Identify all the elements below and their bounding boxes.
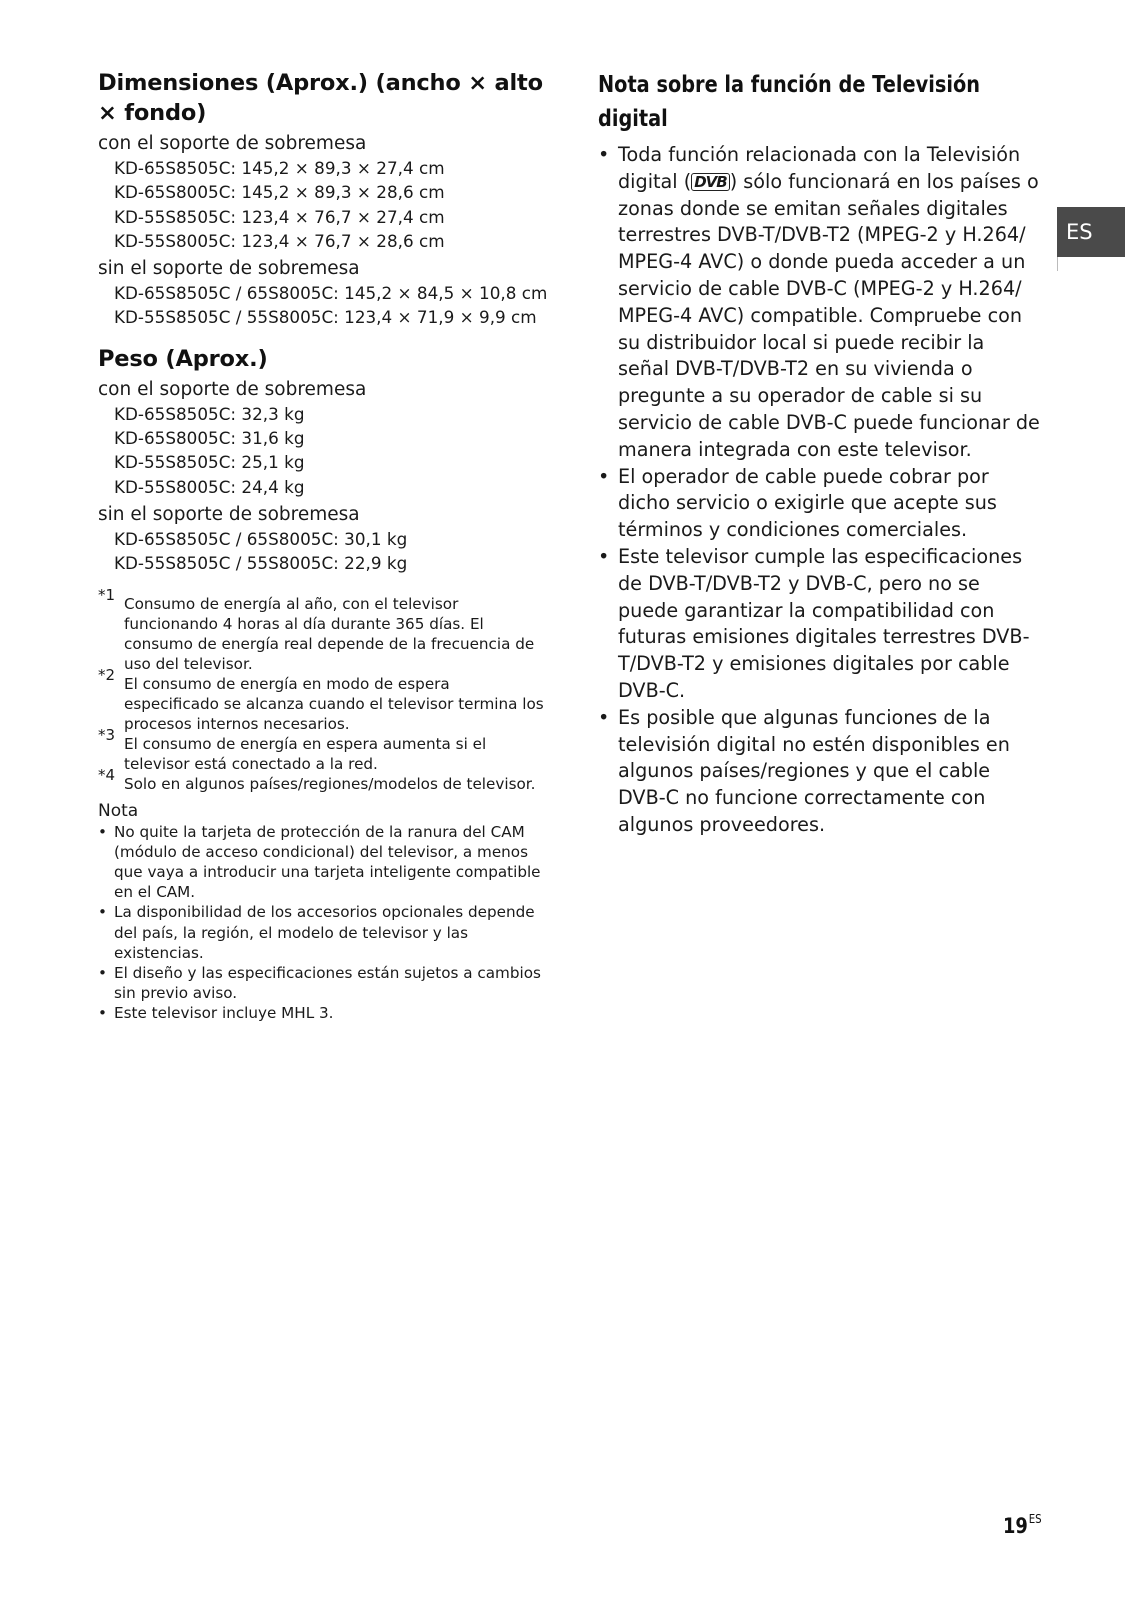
weight-title: Peso (Aprox.) [98,345,268,372]
bullet: • [598,544,610,568]
digital-tv-item-text [618,142,1040,464]
left-column [98,68,546,1024]
digital-tv-title: Nota sobre la función de Televisión digital [598,72,981,132]
weight-item: KD-55S8505C / 55S8005C: 22,9 kg [114,553,408,574]
footnote-text: Solo en algunos países/regiones/modelos de televisor. [124,774,536,793]
footnote [98,585,546,674]
footnote-mark: *3 [98,725,116,744]
footnote-mark: *2 [98,665,116,684]
bullet: • [598,143,610,166]
nota-title: Nota [98,800,139,821]
digital-tv-item [598,464,1040,544]
dimensions-item: KD-65S8505C / 65S8005C: 145,2 × 84,5 × 10,8 cm [114,283,548,304]
weight-item: KD-65S8505C: 32,3 kg [114,403,305,424]
nota-item-text: La disponibilidad de los accesorios opcionales depende del país, la región, el modelo de televisor y las existencias. [114,903,535,962]
dimensions-with-stand-label: con el soporte de sobremesa [98,133,367,154]
nota-list [98,822,546,1024]
digital-tv-item-text: Es posible que algunas funciones de la televisión digital no estén disponibles en algunos países/regiones y que el cable DVB-C no funcione correctamente con algunos proveedores. [618,705,1010,836]
digital-tv-item [598,142,1040,464]
footnote-mark: *4 [98,765,116,784]
dimensions-section [98,68,546,330]
weight-without-stand-label: sin el soporte de sobremesa [98,503,360,525]
dimensions-item: KD-65S8505C: 145,2 × 89,3 × 27,4 cm [114,158,445,178]
footnotes [98,585,546,794]
nota-item-text: El diseño y las especificaciones están sujetos a cambios sin previo aviso. [114,963,541,1003]
digital-tv-item [598,544,1040,705]
right-column [598,68,1040,839]
bullet: • [98,1004,107,1023]
language-tab-divider [1057,257,1058,271]
nota-section [98,800,546,1024]
dimensions-item: KD-55S8005C: 123,4 × 76,7 × 28,6 cm [114,230,445,251]
footnote [98,765,546,794]
weight-with-stand-label: con el soporte de sobremesa [98,378,367,400]
weight-section [98,344,546,576]
dimensions-title: Dimensiones (Aprox.) (ancho × alto × fondo) [98,70,543,126]
digital-tv-list [598,142,1040,839]
bullet: • [598,705,610,729]
nota-item [98,963,546,1003]
dvb-logo-icon: DVB [691,173,730,191]
dimensions-item: KD-55S8505C: 123,4 × 76,7 × 27,4 cm [114,206,445,227]
footnote-text: El consumo de energía en espera aumenta si el televisor está conectado a la red. [124,734,487,773]
nota-item-text: Este televisor incluye MHL 3. [114,1004,334,1023]
dimensions-without-stand-label: sin el soporte de sobremesa [98,258,360,280]
digital-tv-text-after-logo: ) sólo funcionará en los países o zonas donde se emitan señales digitales terrestres DVB-T/DVB-T2 (MPEG-2 y H.264/ MPEG-4 AVC) o donde pueda acceder a un servicio de cable DVB-C (MPEG-2 y H.264/ MPEG-4 AVC) compatible. Compruebe con su distribuidor local si puede recibir la señal DVB-T/DVB-T2 en su vivienda o pregunte a su operador de cable si su servicio de cable DVB-C puede funcionar de manera integrada con este televisor. [618,169,1040,461]
page-number-suffix: ES [1028,1512,1042,1526]
nota-item-text: No quite la tarjeta de protección de la ranura del CAM (módulo de acceso condicional) del televisor, a menos que vaya a introducir una tarjeta inteligente compatible en el CAM. [114,822,541,902]
dimensions-item: KD-65S8005C: 145,2 × 89,3 × 28,6 cm [114,182,445,203]
bullet: • [98,963,107,982]
nota-item [98,822,546,903]
nota-item [98,1003,546,1023]
digital-tv-item [598,705,1040,839]
digital-tv-item-text: Este televisor cumple las especificaciones de DVB-T/DVB-T2 y DVB-C, pero no se puede garantizar la compatibilidad con futuras emisiones digitales terrestres DVB-T/DVB-T2 y emisiones digitales por cable DVB-C. [618,544,1030,702]
page-number-value: 19 [1003,1514,1028,1538]
bullet: • [98,903,107,922]
footnote-mark: *1 [98,585,116,604]
weight-item: KD-65S8505C / 65S8005C: 30,1 kg [114,528,408,549]
footnote-text: Consumo de energía al año, con el televisor funcionando 4 horas al día durante 365 días. El consumo de energía real depende de la frecuencia de uso del televisor. [124,594,535,673]
digital-tv-item-text: El operador de cable puede cobrar por dicho servicio o exigirle que acepte sus términos y condiciones comerciales. [618,464,997,542]
language-tab: ES [1057,207,1125,257]
footnote [98,665,546,734]
page-number [1003,1512,1042,1538]
footnote-text: El consumo de energía en modo de espera especificado se alcanza cuando el televisor termina los procesos internos necesarios. [124,674,544,733]
weight-item: KD-65S8005C: 31,6 kg [114,428,305,449]
bullet: • [98,822,107,841]
nota-item [98,902,546,963]
digital-tv-text-before-logo: Toda función relacionada con la Televisión digital ( [618,143,1021,193]
weight-item: KD-55S8005C: 24,4 kg [114,476,305,497]
weight-item: KD-55S8505C: 25,1 kg [114,452,305,473]
footnote [98,725,546,774]
bullet: • [598,464,610,488]
dimensions-item: KD-55S8505C / 55S8005C: 123,4 × 71,9 × 9,9 cm [114,307,537,328]
